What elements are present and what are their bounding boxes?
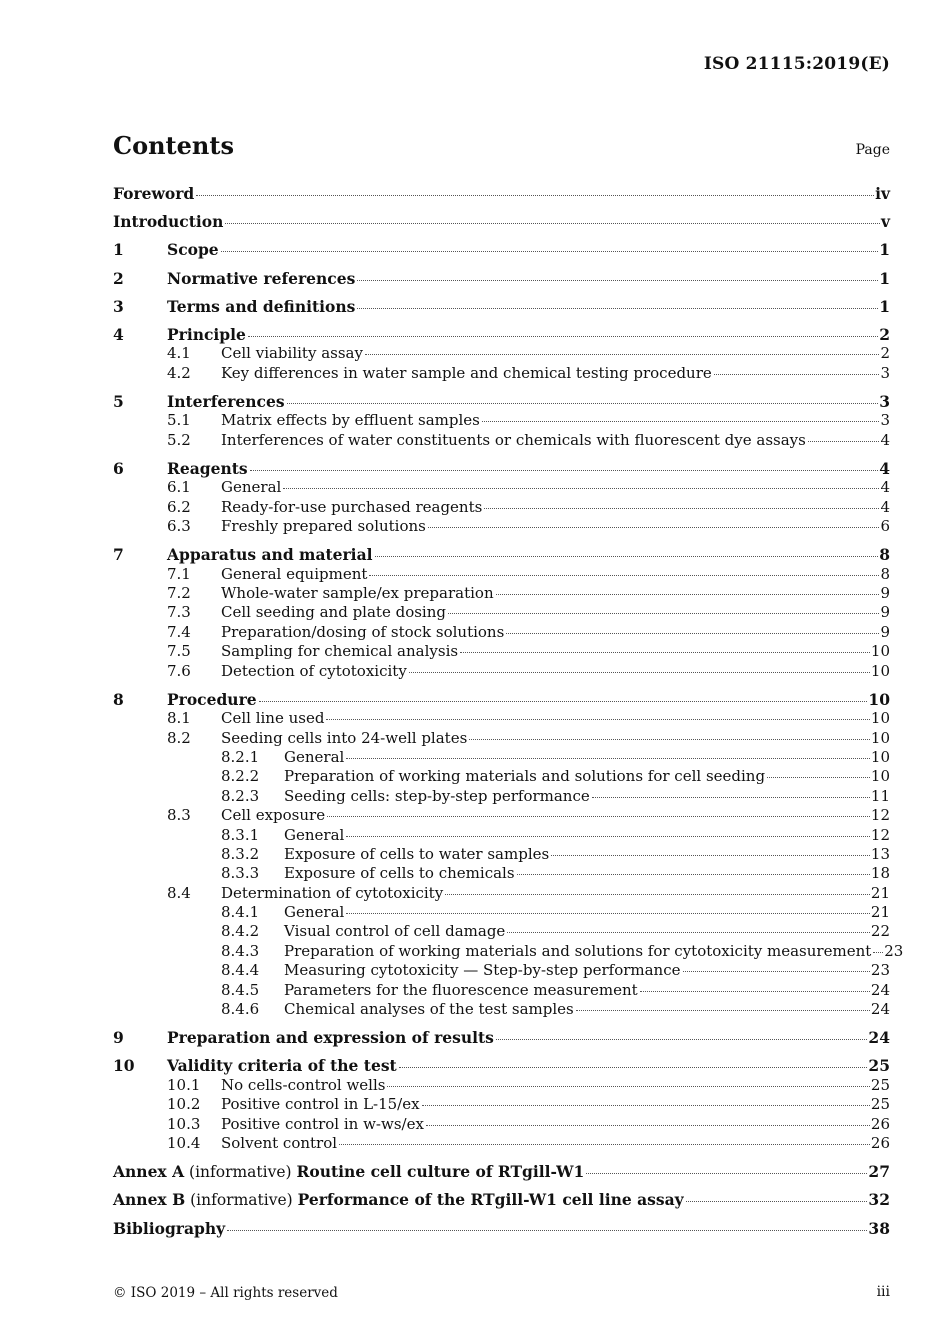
dot-leader: [482, 420, 880, 422]
dot-leader: [259, 700, 868, 702]
toc-entry[interactable]: [113, 269, 890, 288]
toc-entry-number: 7.2: [167, 584, 191, 603]
toc-entry-page: 25: [870, 1095, 890, 1114]
toc-entry-number: 8.2.1: [221, 747, 260, 766]
table-of-contents: [113, 184, 904, 1238]
annex-qualifier: (informative): [185, 1191, 298, 1210]
toc-entry-page: 25: [868, 1056, 890, 1076]
toc-entry-title: Detection of cytotoxicity: [221, 661, 407, 680]
toc-entry-number: 8.3.2: [221, 844, 260, 863]
toc-entry-page: 24: [870, 980, 890, 999]
toc-entry-title: Scope: [167, 240, 219, 260]
toc-entry-title: Cell viability assay: [221, 344, 363, 363]
toc-entry-title: Preparation and expression of results: [167, 1028, 494, 1048]
toc-entry-title: Cell line used: [221, 709, 325, 728]
dot-leader: [365, 353, 880, 355]
toc-entry[interactable]: [113, 565, 890, 584]
dot-leader: [387, 1085, 869, 1087]
toc-entry-number: 10.2: [167, 1095, 201, 1114]
dot-leader: [469, 738, 870, 740]
toc-entry-title: Solvent control: [221, 1133, 338, 1152]
toc-entry-number: 10.3: [167, 1114, 201, 1133]
annex-label: Annex B: [113, 1190, 186, 1210]
dot-leader: [586, 1172, 867, 1174]
toc-entry-title: Cell seeding and plate dosing: [221, 603, 446, 622]
toc-entry[interactable]: [113, 787, 890, 806]
toc-entry-title: Preparation of working materials and solutions for cell seeding: [284, 767, 766, 786]
toc-entry[interactable]: [113, 584, 890, 603]
toc-entry-title: Bibliography: [113, 1218, 226, 1238]
toc-entry-page: 11: [870, 786, 890, 805]
dot-leader: [551, 854, 870, 856]
dot-leader: [640, 990, 870, 992]
toc-entry-title: Exposure of cells to chemicals: [284, 864, 515, 883]
toc-entry-number: 1: [113, 240, 124, 260]
toc-entry-number: 8.4.6: [221, 1000, 260, 1019]
toc-entry-number: 7.6: [167, 661, 191, 680]
toc-entry-number: 9: [113, 1028, 124, 1048]
toc-entry-page: 21: [870, 883, 890, 902]
toc-entry-title: Validity criteria of the test: [167, 1056, 397, 1076]
toc-entry-page: 32: [868, 1190, 890, 1210]
dot-leader: [808, 440, 880, 442]
toc-entry-number: 8.4.2: [221, 922, 260, 941]
dot-leader: [369, 574, 879, 576]
toc-entry-number: 8: [113, 689, 124, 709]
toc-entry-title: General: [284, 903, 345, 922]
dot-leader: [327, 815, 870, 817]
toc-entry-page: 10: [870, 661, 890, 680]
annex-qualifier: (informative): [184, 1163, 297, 1182]
toc-entry-number: 8.4.3: [221, 941, 260, 960]
toc-entry[interactable]: [113, 767, 890, 786]
toc-entry-title: Seeding cells: step-by-step performance: [284, 786, 590, 805]
toc-entry-number: 6: [113, 458, 124, 478]
toc-entry[interactable]: [113, 1000, 890, 1019]
toc-entry-page: 38: [868, 1218, 890, 1238]
toc-entry-page: 9: [880, 603, 890, 622]
toc-entry[interactable]: [113, 981, 890, 1000]
toc-entry-page: 24: [868, 1028, 890, 1048]
toc-entry-page: 10: [870, 747, 890, 766]
toc-entry-number: 6.3: [167, 517, 191, 536]
toc-entry-title: Determination of cytotoxicity: [221, 883, 444, 902]
toc-entry-title: Visual control of cell damage: [284, 922, 506, 941]
toc-entry[interactable]: [113, 864, 890, 883]
toc-entry-title: No cells-control wells: [221, 1075, 386, 1094]
toc-entry-title: Sampling for chemical analysis: [221, 642, 459, 661]
toc-entry-title: Exposure of cells to water samples: [284, 844, 550, 863]
dot-leader: [227, 1229, 867, 1231]
toc-entry-number: 10.1: [167, 1075, 201, 1094]
dot-leader: [283, 487, 879, 489]
toc-entry-number: 7.1: [167, 564, 191, 583]
toc-entry-title: Preparation/dosing of stock solutions: [221, 622, 505, 641]
toc-entry-title: Cell exposure: [221, 806, 326, 825]
toc-entry-title: Interferences: [167, 391, 285, 411]
toc-entry-title: Introduction: [113, 212, 224, 232]
toc-entry[interactable]: [113, 411, 890, 430]
toc-entry-page: 2: [879, 324, 890, 344]
toc-entry[interactable]: [113, 941, 904, 961]
toc-entry-title: General equipment: [221, 564, 368, 583]
dot-leader: [592, 796, 870, 798]
toc-entry[interactable]: [113, 478, 890, 497]
toc-entry[interactable]: [113, 545, 890, 564]
toc-entry-title: [113, 1190, 684, 1210]
toc-entry-page: 3: [879, 391, 890, 411]
page-column-label: Page: [855, 142, 890, 158]
toc-entry[interactable]: [113, 826, 890, 845]
dot-leader: [873, 951, 883, 953]
dot-leader: [445, 893, 870, 895]
toc-entry-page: 10: [870, 642, 890, 661]
dot-leader: [517, 873, 870, 875]
toc-entry[interactable]: [113, 1056, 890, 1075]
toc-entry-page: 3: [880, 363, 890, 382]
dot-leader: [375, 555, 879, 557]
toc-entry[interactable]: [113, 392, 890, 411]
toc-entry-number: 8.3.3: [221, 864, 260, 883]
dot-leader: [426, 1124, 870, 1126]
toc-entry[interactable]: [113, 690, 890, 709]
dot-leader: [357, 279, 878, 281]
toc-entry[interactable]: [113, 748, 890, 767]
toc-entry[interactable]: [113, 903, 890, 922]
page-number: iii: [876, 1284, 890, 1300]
toc-entry-title: Freshly prepared solutions: [221, 517, 426, 536]
toc-entry[interactable]: [113, 1095, 890, 1114]
dot-leader: [221, 250, 879, 252]
toc-entry[interactable]: [113, 961, 890, 980]
toc-entry-page: 1: [879, 268, 890, 288]
toc-entry-page: 26: [870, 1114, 890, 1133]
toc-entry-title: Seeding cells into 24-well plates: [221, 728, 468, 747]
toc-entry-number: 8.4: [167, 883, 191, 902]
dot-leader: [287, 402, 879, 404]
dot-leader: [196, 194, 874, 196]
toc-entry-title: Normative references: [167, 268, 356, 288]
toc-entry-page: 4: [880, 478, 890, 497]
toc-entry-page: 4: [880, 430, 890, 449]
toc-entry[interactable]: [113, 431, 890, 450]
toc-entry-page: 23: [870, 961, 890, 980]
toc-entry-page: 22: [870, 922, 890, 941]
toc-entry[interactable]: [113, 1028, 890, 1047]
toc-entry-page: 10: [868, 689, 890, 709]
copyright-notice: © ISO 2019 – All rights reserved: [113, 1285, 338, 1301]
toc-entry[interactable]: [113, 459, 890, 478]
toc-entry-title: Reagents: [167, 458, 248, 478]
dot-leader: [714, 373, 880, 375]
toc-entry[interactable]: [113, 845, 890, 864]
dot-leader: [248, 335, 878, 337]
toc-entry-title: Key differences in water sample and chemical testing procedure: [221, 363, 712, 382]
toc-entry-title: General: [221, 478, 282, 497]
toc-entry[interactable]: [113, 498, 890, 517]
toc-entry[interactable]: [113, 806, 890, 825]
toc-entry[interactable]: [113, 297, 890, 316]
toc-entry-number: 4.2: [167, 363, 191, 382]
toc-entry[interactable]: [113, 1076, 890, 1095]
toc-entry-title: Principle: [167, 324, 246, 344]
dot-leader: [496, 1038, 868, 1040]
toc-entry[interactable]: [113, 1190, 890, 1209]
toc-entry-title: Chemical analyses of the test samples: [284, 1000, 574, 1019]
dot-leader: [686, 1200, 868, 1202]
toc-entry-page: 18: [870, 864, 890, 883]
toc-entry-page: 1: [879, 240, 890, 260]
toc-entry-page: 10: [870, 709, 890, 728]
toc-entry-title: Interferences of water constituents or chemicals with fluorescent dye assays: [221, 430, 806, 449]
toc-entry[interactable]: [113, 623, 890, 642]
toc-entry-title: Preparation of working materials and solutions for cytotoxicity measurement: [284, 941, 872, 960]
toc-entry[interactable]: [113, 729, 890, 748]
toc-entry[interactable]: [113, 1115, 890, 1134]
toc-entry[interactable]: [113, 922, 890, 941]
dot-leader: [346, 912, 870, 914]
page-title: Contents: [113, 131, 234, 160]
toc-entry-number: 8.2: [167, 728, 191, 747]
toc-entry-number: 8.4.5: [221, 980, 260, 999]
dot-leader: [496, 593, 880, 595]
toc-entry[interactable]: [113, 709, 890, 728]
toc-entry-title: Ready-for-use purchased reagents: [221, 497, 483, 516]
toc-entry-page: 26: [870, 1133, 890, 1152]
toc-entry-title: General: [284, 825, 345, 844]
toc-entry-page: 6: [880, 517, 890, 536]
toc-entry-page: 9: [880, 584, 890, 603]
dot-leader: [422, 1104, 870, 1106]
toc-entry-number: 7.5: [167, 642, 191, 661]
toc-entry-number: 4.1: [167, 344, 191, 363]
toc-entry-page: 2: [880, 344, 890, 363]
toc-entry[interactable]: [113, 184, 890, 203]
toc-entry[interactable]: [113, 1162, 890, 1181]
toc-entry-number: 7: [113, 545, 124, 565]
toc-entry-number: 5: [113, 391, 124, 411]
toc-entry-number: 2: [113, 268, 124, 288]
toc-entry-page: 10: [870, 728, 890, 747]
toc-entry-title: Measuring cytotoxicity — Step-by-step performance: [284, 961, 681, 980]
dot-leader: [250, 469, 879, 471]
toc-entry-page: 12: [870, 825, 890, 844]
toc-entry-page: 12: [870, 806, 890, 825]
toc-entry-page: v: [880, 212, 890, 232]
dot-leader: [484, 507, 879, 509]
toc-entry-title: Whole-water sample/ex preparation: [221, 584, 494, 603]
toc-entry-page: 3: [880, 411, 890, 430]
dot-leader: [767, 776, 870, 778]
toc-entry[interactable]: [113, 884, 890, 903]
dot-leader: [339, 1143, 870, 1145]
dot-leader: [576, 1009, 870, 1011]
dot-leader: [346, 835, 870, 837]
toc-entry-number: 8.3.1: [221, 825, 260, 844]
toc-entry-number: 5.1: [167, 411, 191, 430]
toc-entry-page: 1: [879, 296, 890, 316]
toc-entry-page: 27: [868, 1162, 890, 1182]
toc-entry-page: 8: [880, 564, 890, 583]
toc-entry[interactable]: [113, 212, 890, 231]
toc-entry-page: 4: [879, 458, 890, 478]
toc-entry[interactable]: [113, 603, 890, 622]
toc-entry[interactable]: [113, 642, 890, 661]
toc-entry-title: Positive control in L-15/ex: [221, 1095, 420, 1114]
toc-entry[interactable]: [113, 1219, 890, 1238]
toc-entry-number: 5.2: [167, 430, 191, 449]
toc-entry-page: 25: [870, 1075, 890, 1094]
dot-leader: [346, 757, 870, 759]
document-reference: ISO 21115:2019(E): [703, 54, 890, 74]
toc-entry[interactable]: [113, 325, 890, 344]
toc-entry-title: Matrix effects by effluent samples: [221, 411, 480, 430]
toc-entry-page: iv: [875, 184, 890, 203]
toc-entry-page: 10: [870, 767, 890, 786]
annex-label: Annex A: [113, 1162, 185, 1182]
toc-entry-title: Terms and definitions: [167, 296, 356, 316]
toc-entry-number: 8.1: [167, 709, 191, 728]
toc-entry-page: 8: [879, 545, 890, 565]
toc-entry-number: 6.1: [167, 478, 191, 497]
toc-entry-title: Positive control in w-ws/ex: [221, 1114, 424, 1133]
dot-leader: [506, 632, 879, 634]
toc-entry-number: 7.4: [167, 622, 191, 641]
toc-entry-page: 24: [870, 1000, 890, 1019]
toc-entry-page: 21: [870, 903, 890, 922]
dot-leader: [357, 307, 878, 309]
toc-entry[interactable]: [113, 344, 890, 363]
toc-entry-number: 10.4: [167, 1133, 201, 1152]
toc-entry-number: 8.2.2: [221, 767, 260, 786]
dot-leader: [409, 671, 870, 673]
toc-entry[interactable]: [113, 364, 890, 383]
toc-entry-title: Parameters for the fluorescence measurement: [284, 980, 638, 999]
dot-leader: [326, 718, 869, 720]
toc-entry-number: 3: [113, 296, 124, 316]
toc-entry-page: 9: [880, 622, 890, 641]
toc-entry-number: 8.4.1: [221, 903, 260, 922]
toc-entry-title: Apparatus and material: [167, 545, 373, 565]
toc-entry-title: Procedure: [167, 689, 257, 709]
toc-entry-number: 8.2.3: [221, 786, 260, 805]
toc-entry-number: 8.4.4: [221, 961, 260, 980]
dot-leader: [507, 931, 870, 933]
dot-leader: [399, 1066, 868, 1068]
toc-entry-number: 4: [113, 324, 124, 344]
toc-entry-number: 7.3: [167, 603, 191, 622]
dot-leader: [448, 612, 879, 614]
dot-leader: [460, 651, 870, 653]
toc-entry-title: Foreword: [113, 184, 195, 203]
toc-entry-title: [113, 1162, 584, 1182]
toc-entry-number: 6.2: [167, 497, 191, 516]
toc-entry[interactable]: [113, 240, 890, 259]
toc-entry-page: 13: [870, 844, 890, 863]
toc-entry-number: 10: [113, 1056, 135, 1076]
toc-entry[interactable]: [113, 662, 890, 681]
dot-leader: [428, 526, 880, 528]
toc-entry[interactable]: [113, 1134, 890, 1153]
annex-title: Routine cell culture of RTgill-W1: [296, 1162, 585, 1182]
toc-entry-number: 8.3: [167, 806, 191, 825]
annex-title: Performance of the RTgill-W1 cell line assay: [297, 1190, 684, 1210]
dot-leader: [225, 222, 880, 224]
dot-leader: [683, 970, 870, 972]
toc-entry-page: 4: [880, 497, 890, 516]
toc-entry-page: 23: [884, 941, 904, 960]
toc-entry-title: General: [284, 747, 345, 766]
toc-entry[interactable]: [113, 517, 890, 536]
